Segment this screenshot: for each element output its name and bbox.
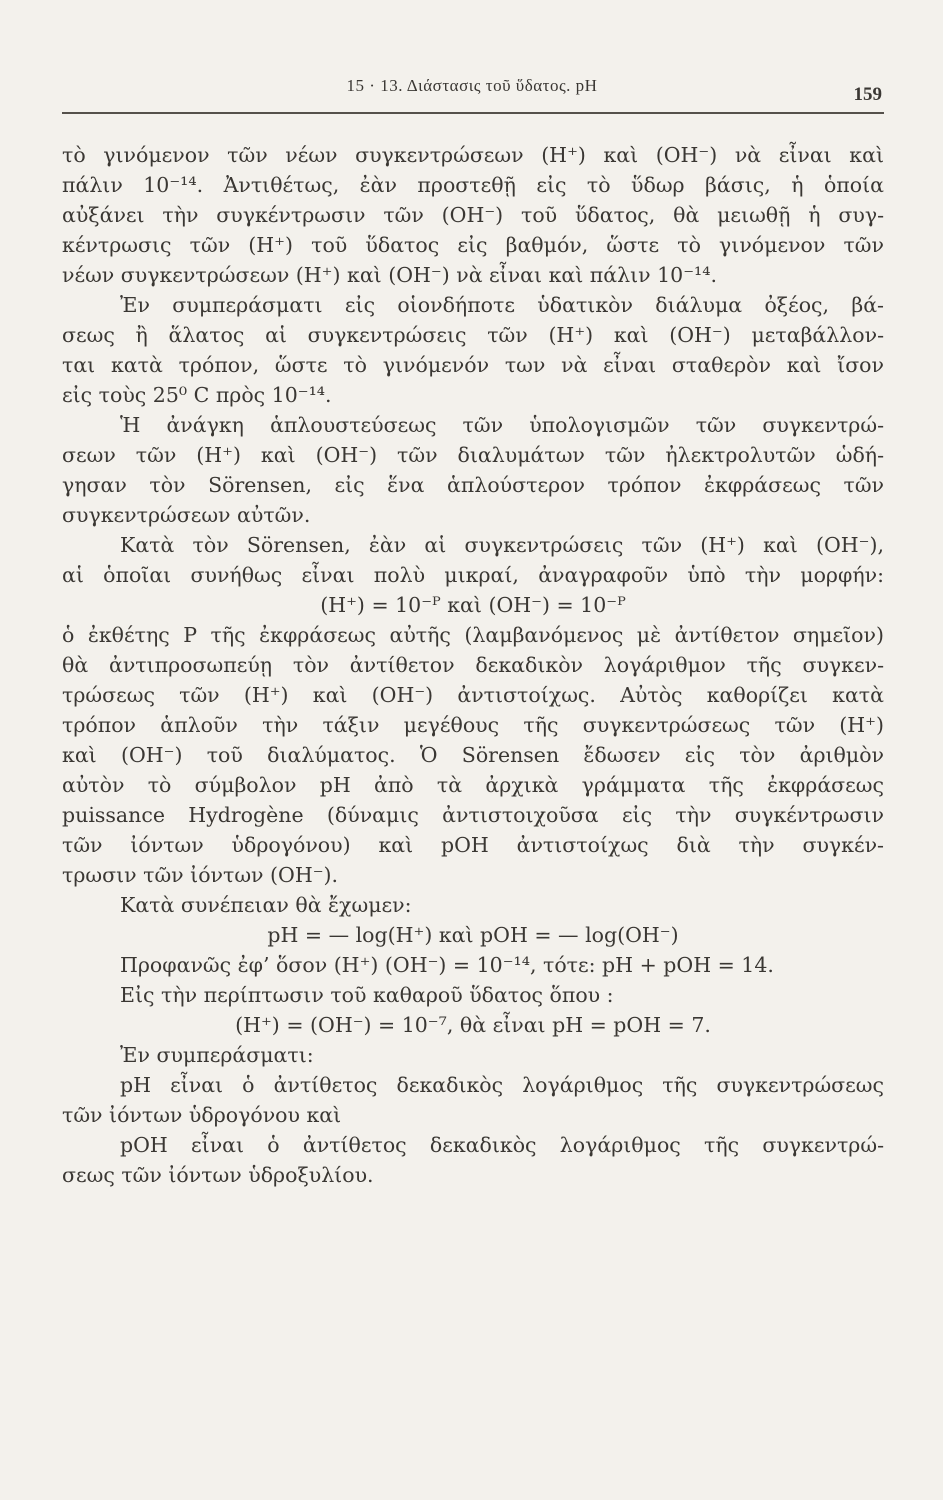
paragraph-7: Προφανῶς ἐφ’ ὅσον (H⁺) (OH⁻) = 10⁻¹⁴, τότε: pH + pOH = 14.: [120, 953, 774, 977]
text-line: συγκεντρώσεων αὐτῶν.: [62, 503, 311, 527]
paragraph-3: [62, 410, 884, 530]
text-line: σεων τῶν (H⁺) καὶ (OH⁻) τῶν διαλυμάτων τῶν ἠλεκτρολυτῶν ὡδή-: [62, 443, 884, 467]
text-line: καὶ (OH⁻) τοῦ διαλύματος. Ὁ Sörensen ἔδωσεν εἰς τὸν ἀριθμὸν: [62, 743, 884, 767]
header-rule: [62, 112, 884, 114]
paragraph-10: [62, 1070, 884, 1130]
formula-power-notation: (H⁺) = 10⁻ᴾ καὶ (OH⁻) = 10⁻ᴾ: [320, 593, 626, 617]
text-line: pH εἶναι ὁ ἀντίθετος δεκαδικὸς λογάριθμος τῆς συγκεντρώσεως: [120, 1073, 884, 1097]
text-line: αὐτὸν τὸ σύμβολον pH ἀπὸ τὰ ἀρχικὰ γράμματα τῆς ἐκφράσεως: [62, 773, 884, 797]
text-line: σεως ἢ ἅλατος αἱ συγκεντρώσεις τῶν (H⁺) καὶ (OH⁻) μεταβάλλον-: [62, 323, 884, 347]
paragraph-2: [62, 290, 884, 410]
text-line: ται κατὰ τρόπον, ὥστε τὸ γινόμενόν των νὰ εἶναι σταθερὸν καὶ ἴσον: [62, 353, 884, 377]
text-line: κέντρωσις τῶν (H⁺) τοῦ ὕδατος εἰς βαθμόν, ὥστε τὸ γινόμενον τῶν: [62, 233, 884, 257]
text-line: σεως τῶν ἰόντων ὑδροξυλίου.: [62, 1163, 374, 1187]
text-line: τῶν ἰόντων ὑδρογόνου καὶ: [62, 1103, 342, 1127]
text-line: τρωσιν τῶν ἰόντων (OH⁻).: [62, 863, 339, 887]
formula-pure-water: (H⁺) = (OH⁻) = 10⁻⁷, θὰ εἶναι pH = pOH = 7.: [235, 1013, 711, 1037]
text-line: τὸ γινόμενον τῶν νέων συγκεντρώσεων (H⁺) καὶ (OH⁻) νὰ εἶναι καὶ: [62, 143, 884, 167]
paragraph-6: Κατὰ συνέπειαν θὰ ἔχωμεν:: [120, 893, 412, 917]
paragraph-11: [62, 1130, 884, 1190]
text-line: pOH εἶναι ὁ ἀντίθετος δεκαδικὸς λογάριθμος τῆς συγκεντρώ-: [120, 1133, 884, 1157]
text-line: τῶν ἰόντων ὑδρογόνου) καὶ pOH ἀντιστοίχως διὰ τὴν συγκέν-: [62, 833, 884, 857]
text-line: Κατὰ τὸν Sörensen, ἐὰν αἱ συγκεντρώσεις τῶν (H⁺) καὶ (OH⁻),: [120, 533, 884, 557]
page-number: 159: [853, 84, 882, 105]
text-line: θὰ ἀντιπροσωπεύῃ τὸν ἀντίθετον δεκαδικὸν λογάριθμον τῆς συγκεν-: [62, 653, 884, 677]
formula-ph-definition: pH = — log(H⁺) καὶ pOH = — log(OH⁻): [267, 923, 679, 947]
text-line: Ἡ ἀνάγκη ἁπλουστεύσεως τῶν ὑπολογισμῶν τῶν συγκεντρώ-: [120, 413, 884, 437]
text-line: Ἐν συμπεράσματι εἰς οἱονδήποτε ὑδατικὸν διάλυμα ὀξέος, βά-: [120, 293, 884, 317]
text-line: νέων συγκεντρώσεων (H⁺) καὶ (OH⁻) νὰ εἶναι καὶ πάλιν 10⁻¹⁴.: [62, 263, 717, 287]
text-line: γησαν τὸν Sörensen, εἰς ἕνα ἁπλούστερον τρόπον ἐκφράσεως τῶν: [62, 473, 884, 497]
paragraph-9: Ἐν συμπεράσματι:: [120, 1043, 314, 1067]
text-line: puissance Hydrogène (δύναμις ἀντιστοιχοῦσα εἰς τὴν συγκέντρωσιν: [62, 803, 884, 827]
paragraph-5: [62, 620, 884, 890]
body-text: [62, 140, 884, 1190]
paragraph-1: [62, 140, 884, 290]
paragraph-4: [62, 530, 884, 590]
text-line: αὐξάνει τὴν συγκέντρωσιν τῶν (OH⁻) τοῦ ὕδατος, θὰ μειωθῇ ἡ συγ-: [62, 203, 884, 227]
text-line: τρόπον ἁπλοῦν τὴν τάξιν μεγέθους τῆς συγκεντρώσεως τῶν (H⁺): [62, 713, 884, 737]
text-line: αἱ ὁποῖαι συνήθως εἶναι πολὺ μικραί, ἀναγραφοῦν ὑπὸ τὴν μορφήν:: [62, 563, 884, 587]
page-header: [62, 76, 882, 106]
running-head: 15 · 13. Διάστασις τοῦ ὕδατος. pH: [346, 76, 598, 95]
text-line: πάλιν 10⁻¹⁴. Ἀντιθέτως, ἐὰν προστεθῇ εἰς τὸ ὕδωρ βάσις, ἡ ὁποία: [62, 173, 884, 197]
paragraph-8: Εἰς τὴν περίπτωσιν τοῦ καθαροῦ ὕδατος ὅπου :: [120, 983, 614, 1007]
text-line: ὁ ἐκθέτης P τῆς ἐκφράσεως αὐτῆς (λαμβανόμενος μὲ ἀντίθετον σημεῖον): [62, 623, 884, 647]
text-line: τρώσεως τῶν (H⁺) καὶ (OH⁻) ἀντιστοίχως. Αὐτὸς καθορίζει κατὰ: [62, 683, 884, 707]
text-line: εἰς τοὺς 25⁰ C πρὸς 10⁻¹⁴.: [62, 383, 332, 407]
